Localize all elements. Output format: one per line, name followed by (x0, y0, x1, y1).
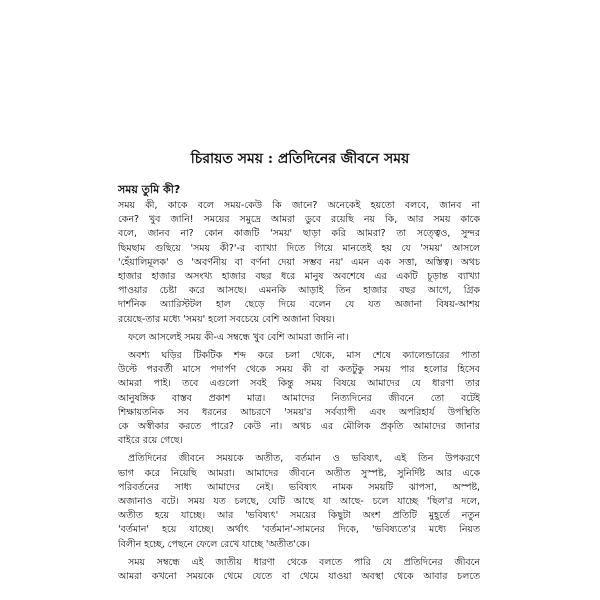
text-line: সময় সম্বন্ধে এই জাতীয় ধারণা থেকে বলতে পারি যে প্রতিদিনের জীবনে (128, 556, 480, 568)
section-heading: সময় তুমি কী? (118, 183, 181, 196)
text-line: পরিবর্তনের সাধ্য আমাদের নেই। ভবিষ্যৎ নামক সময়টি ঝাপসা, অস্পষ্ট, (118, 481, 480, 493)
text-line: বলে, জানব না? কোন কাজটি 'সময়' ছাড়া করি আমরা? তা সত্ত্বেও, সুন্দর (118, 228, 480, 240)
text-line: অজানাও বটে। সময় যত চলছে, যেটি আছে যা আছে- চলে যাচ্ছে 'ছিল'র দলে, (118, 496, 480, 508)
text-line: দার্শনিক অ্যারিস্টটল হাল ছেড়ে দিয়ে বলেন যে যত অজানা বিষয়-আশয় (118, 299, 480, 311)
text-line: ফলে আসলেই সময় কী-এ সম্বন্ধে খুব বেশি আমরা জানি না। (128, 331, 349, 343)
body-text (118, 199, 480, 588)
text-line: পাওয়ার চেষ্টা করে আসছে। এমনকি আড়াই তিন হাজার বছর আগে, গ্রিক (118, 285, 480, 297)
text-line: সময় কী, কাকে বলে সময়-কেউ কি জানে? অনেকেই হয়তো বলবে, জানব না (118, 200, 480, 211)
text-line: ভাগ করে নিয়েছি আমরা। আমাদের জীবনে অতীত সুস্পষ্ট, সুনির্দিষ্ট আর একে (118, 467, 480, 479)
paragraph-3 (118, 349, 480, 448)
text-line: বাইরে রয়ে গেছে। (118, 435, 183, 447)
text-line: রয়েছে-তার মধ্যে 'সময়' হলো সবচেয়ে বেশি অজানা বিষয়। (118, 313, 335, 325)
text-line: ছিমছাম গুছিয়ে 'সময় কী?'-র ব্যাখ্যা দিতে গিয়ে মানতেই হয় যে 'সময়' আসলে (118, 242, 480, 254)
text-line: 'হেঁয়ালিমূলক' ও 'অবর্ণনীয় বা বর্ণনা দেয়া সম্ভব নয়' এমন এক সত্তা, অস্তিত্ব। অথচ (118, 256, 480, 268)
paragraph-4 (118, 452, 480, 551)
text-line: আমরা কখনো সময়কে থেমে যেতে বা থেমে যাওয়া অবস্থা থেকে আবার চলতে (118, 571, 480, 583)
text-line: প্রতিদিনের জীবনে সময়কে অতীত, বর্তমান ও ভবিষ্যৎ, এই তিন উপকরণে (128, 453, 480, 465)
paragraph-1 (118, 199, 480, 327)
text-line: কে অস্বীকার করতে পারে? কেউ না। অথচ এর মৌলিক প্রকৃতি আমাদের জানার (118, 421, 480, 433)
text-line: শিক্ষায়তনিক সব ধরনের আচরণে 'সময়'র সর্বব্যাপী এবং অপরিহার্য উপস্থিতি (118, 406, 480, 418)
text-line: আমরা পাই। তবে এগুলো সবই কিন্তু সময় বিষয়ে আমাদের যে ধারণা তার (118, 378, 480, 390)
paragraph-5 (118, 556, 480, 584)
text-line: অতীত হয়ে যাচ্ছে। আর 'ভবিষ্যৎ' সময়ের কিছুটা অংশ প্রতিটি মুহূর্তে নতুন (118, 510, 480, 522)
paragraph-2 (118, 331, 480, 345)
text-line: 'বর্তমান' হয়ে যাচ্ছে। অর্থাৎ 'বর্তমান'-সামনের দিকে, 'ভবিষ্যতে'র মধ্যে নিয়ত (118, 524, 480, 536)
text-line: কেন? খুব জানি! সময়ের সমুদ্রে আমরা ডুবে রয়েছি নয় কি, আর সময় কাকে (118, 214, 480, 226)
text-line: অবশ্য ঘড়ির টিকটিক শব্দ করে চলা থেকে, মাস শেষে ক্যালেন্ডারের পাতা (128, 350, 480, 362)
text-line: হাজার হাজার অসংখ্য হাজার বছর ধরে মানুষ অবশেষে এর একটি চূড়ান্ত ব্যাখ্যা (118, 271, 480, 283)
text-line: উল্টে পরবর্তী মাসে পদার্পণ থেকে সময় কী বা কতটুকু সময় পার হলোর হিসেব (118, 364, 480, 376)
text-line: আনুষঙ্গিক বাস্তব প্রকাশ মাত্র। আমাদের নিত্যদিনের জীবনে তো বটেই (118, 392, 480, 404)
chapter-title: চিরায়ত সময় : প্রতিদিনের জীবনে সময় (190, 151, 410, 167)
text-line: বিলীন হচ্ছে, পেছনে ফেলে রেখে যাচ্ছে 'অতীত'কে। (118, 538, 310, 550)
